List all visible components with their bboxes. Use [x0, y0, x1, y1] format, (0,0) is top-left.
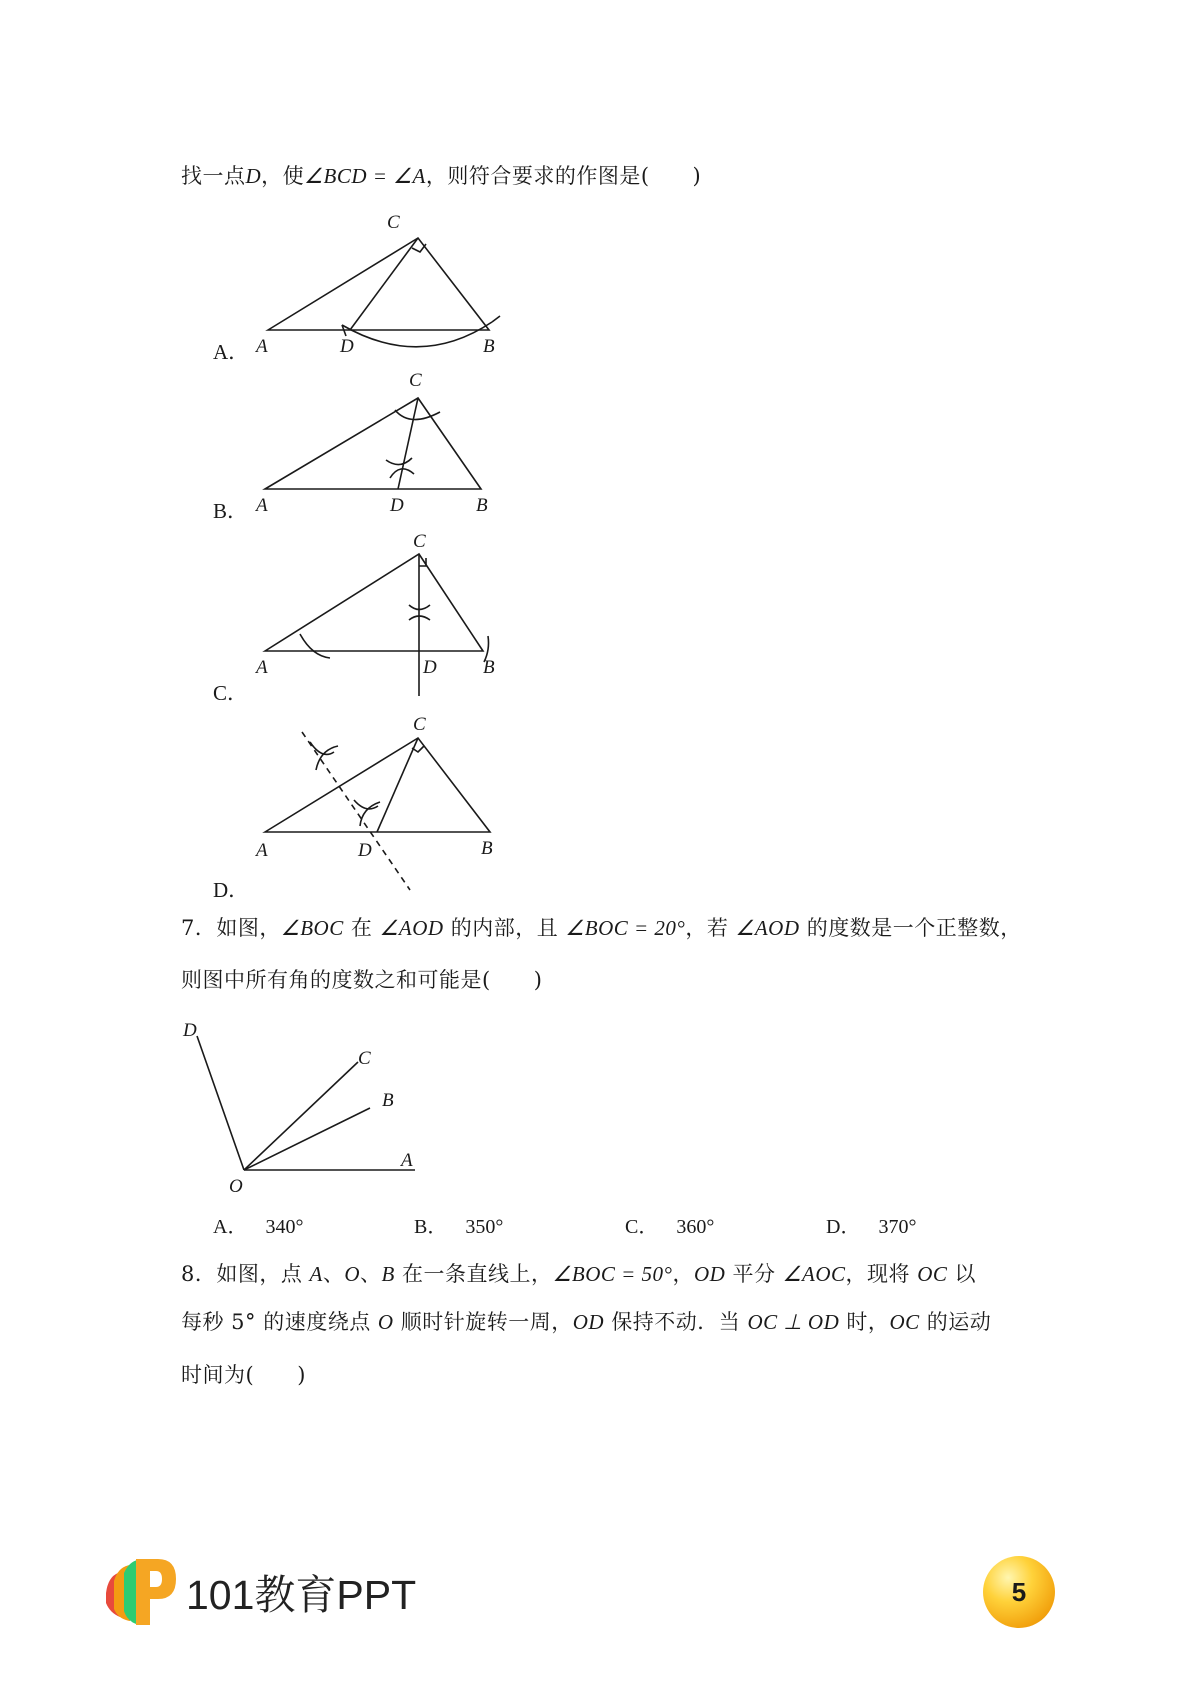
- label-o: O: [229, 1176, 243, 1197]
- answer-label: A．: [213, 1216, 248, 1238]
- q7-expr: ∠BOC = 20°: [565, 916, 686, 940]
- q7-text: 的内部，且: [443, 916, 566, 940]
- q7-expr: ∠AOD: [735, 916, 800, 940]
- q8-var: O: [377, 1310, 394, 1334]
- q6-stem-var: D: [245, 164, 262, 188]
- q8-text: 以: [947, 1262, 977, 1286]
- answer-label: C．: [625, 1216, 659, 1238]
- q8-var: OD: [693, 1262, 726, 1286]
- answer-label: B．: [414, 1216, 448, 1238]
- answer-value: 350°: [465, 1216, 504, 1238]
- label-a: A: [256, 840, 268, 861]
- q8-text: 在一条直线上，: [394, 1262, 553, 1286]
- label-c: C: [358, 1048, 371, 1069]
- q8-expr: OC ⊥ OD: [747, 1310, 840, 1334]
- q8-text: 、: [322, 1262, 345, 1286]
- q6-stem-text: ，则符合要求的作图是( ): [425, 164, 702, 188]
- q8-text: ，现将: [845, 1262, 918, 1286]
- q7-answer-d: [826, 1210, 916, 1239]
- q6-option-c-label: C．: [213, 681, 249, 705]
- label-b: B: [476, 495, 488, 516]
- q8-text: 每秒 5° 的速度绕点: [181, 1310, 378, 1334]
- label-b: B: [481, 838, 493, 859]
- q8-expr: ∠BOC = 50°: [552, 1262, 673, 1286]
- q7-text: 则图中所有角的度数之和可能是( ): [181, 968, 543, 992]
- label-a: A: [256, 336, 268, 357]
- q7-text: 的度数是一个正整数，: [799, 916, 1022, 940]
- label-d: D: [358, 840, 372, 861]
- q6-option-a-label: A．: [213, 340, 250, 364]
- brand-logo-icon: [100, 1551, 180, 1631]
- q8-text: ，: [672, 1262, 694, 1286]
- q7-answer-c: [625, 1210, 714, 1239]
- label-b: B: [382, 1090, 394, 1111]
- q7-text: ，若: [685, 916, 736, 940]
- answer-value: 370°: [878, 1216, 917, 1238]
- q7-answer-b: [414, 1210, 503, 1239]
- label-d: D: [340, 336, 354, 357]
- q7-text: 7．如图，: [181, 916, 281, 940]
- label-d: D: [390, 495, 404, 516]
- label-c: C: [413, 714, 426, 735]
- q6-stem-expr: ∠BCD = ∠A: [304, 164, 426, 188]
- q8-var: O: [344, 1262, 361, 1286]
- q8-text: 的运动: [919, 1310, 992, 1334]
- q6-stem-text: ，使: [261, 164, 305, 188]
- label-d: D: [183, 1020, 197, 1041]
- brand-name: 101教育PPT: [186, 1572, 417, 1618]
- answer-value: 340°: [265, 1216, 304, 1238]
- q7-answer-a: [213, 1210, 303, 1239]
- q8-stem-line1: [181, 1258, 976, 1288]
- q6-option-d-label: D．: [213, 878, 250, 902]
- label-b: B: [483, 336, 495, 357]
- q7-expr: ∠AOD: [379, 916, 444, 940]
- q8-var: A: [309, 1262, 323, 1286]
- q8-text: 平分: [725, 1262, 783, 1286]
- label-b: B: [483, 657, 495, 678]
- q8-var: OD: [572, 1310, 605, 1334]
- q8-text: 保持不动．当: [604, 1310, 748, 1334]
- label-a: A: [401, 1150, 413, 1171]
- answer-label: D．: [826, 1216, 861, 1238]
- q8-text: 、: [360, 1262, 382, 1286]
- q8-stem-line3: [181, 1359, 306, 1389]
- q7-text: 在: [343, 916, 380, 940]
- q8-text: 时，: [839, 1310, 890, 1334]
- q7-expr: ∠BOC: [280, 916, 344, 940]
- answer-value: 360°: [676, 1216, 715, 1238]
- page-number: 5: [983, 1556, 1055, 1628]
- label-d: D: [423, 657, 437, 678]
- q8-var: OC: [917, 1262, 948, 1286]
- label-c: C: [409, 370, 422, 391]
- q6-option-b-label: B．: [213, 499, 249, 523]
- q8-stem-line2: [181, 1306, 991, 1336]
- label-c: C: [387, 212, 400, 233]
- q8-var: B: [381, 1262, 395, 1286]
- label-a: A: [256, 657, 268, 678]
- q8-text: 时间为( ): [181, 1363, 306, 1387]
- label-c: C: [413, 531, 426, 552]
- label-a: A: [256, 495, 268, 516]
- q8-expr: ∠AOC: [782, 1262, 846, 1286]
- q6-stem-text: 找一点: [181, 164, 246, 188]
- q8-text: 顺时针旋转一周，: [393, 1310, 573, 1334]
- q8-text: 8．如图，点: [181, 1262, 310, 1286]
- q8-var: OC: [889, 1310, 920, 1334]
